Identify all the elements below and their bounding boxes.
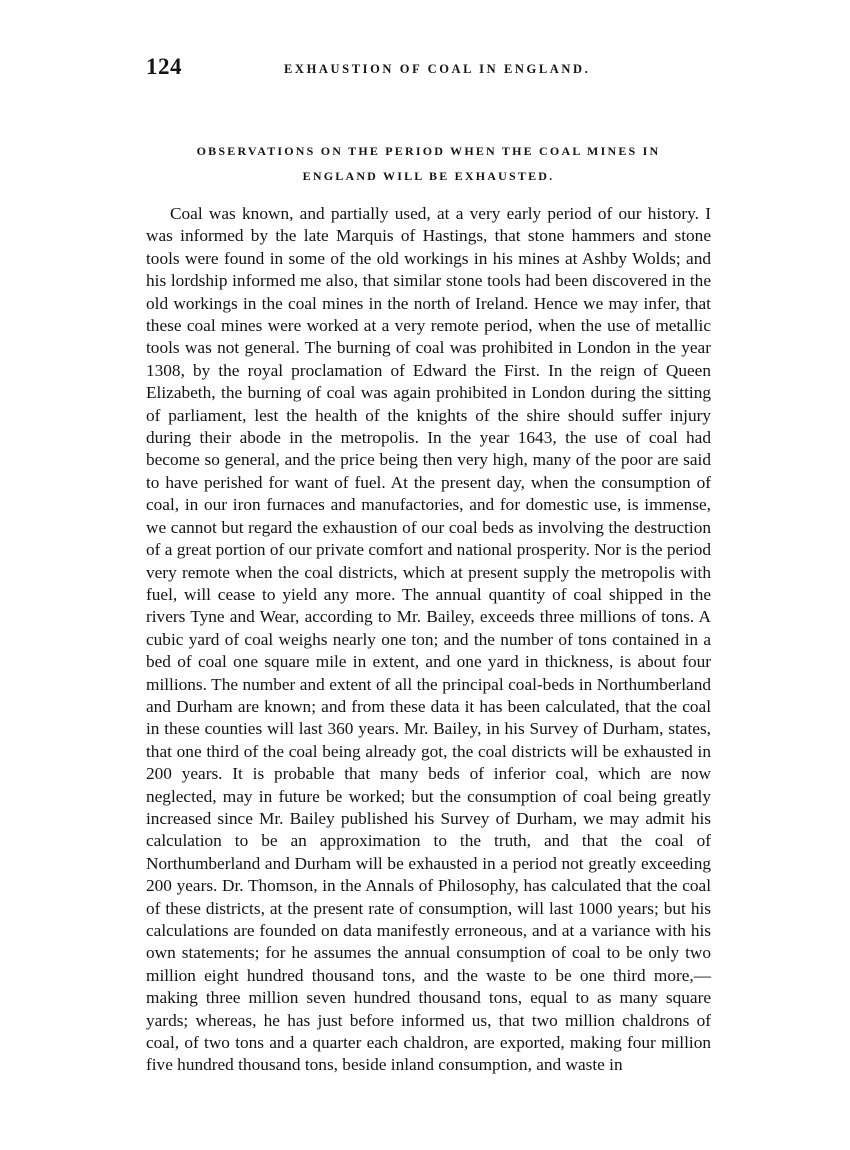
page-number: 124 [146,54,182,79]
heading-line-1: OBSERVATIONS ON THE PERIOD WHEN THE COAL MINES IN [196,144,661,158]
body-paragraph: Coal was known, and partially used, at a very early period of our history. I was informed by the late Marquis of Hastings, that stone hammers and stone tools were found in some of the old workings in his mines at Ashby Wolds; and his lordship informed me also, that similar stone tools had been discovered in the old workings in the coal mines in the north of Ireland. Hence we may infer, that these coal mines were worked at a very remote period, when the use of metallic tools was not general. The burning of coal was prohibited in London in the year 1308, by the royal proclamation of Edward the First. In the reign of Queen Elizabeth, the burning of coal was again prohibited in London during the sitting of parliament, lest the health of the knights of the shire should suffer injury during their abode in the metropolis. In the year 1643, the use of coal had become so general, and the price being then very high, many of the poor are said to have perished for want of fuel. At the present day, when the consumption of coal, in our iron furnaces and manufactories, and for domestic use, is immense, we cannot but regard the exhaustion of our coal beds as involving the destruction of a great portion of our private comfort and national prosperity. Nor is the period very remote when the coal districts, which at present supply the metropolis with fuel, will cease to yield any more. The annual quantity of coal shipped in the rivers Tyne and Wear, according to Mr. Bailey, exceeds three millions of tons. A cubic yard of coal weighs nearly one ton; and the number of tons contained in a bed of coal one square mile in extent, and one yard in thickness, is about four millions. The number and extent of all the principal coal-beds in Northumberland and Durham are known; and from these data it has been calculated, that the coal in these counties will last 360 years. Mr. Bailey, in his Survey of Durham, states, that one third of the coal being already got, the coal districts will be exhausted in 200 years. It is probable that many beds of inferior coal, which are now neglected, may in future be worked; but the consumption of coal being greatly increased since Mr. Bailey published his Survey of Durham, we may admit his calculation to be an approximation to the truth, and that the coal of Northumberland and Durham will be exhausted in a period not greatly exceeding 200 years. Dr. Thomson, in the Annals of Philosophy, has calculated that the coal of these districts, at the present rate of consumption, will last 1000 years; but his calculations are founded on data manifestly erroneous, and at a variance with his own statements; for he assumes the annual consumption of coal to be only two million eight hundred thousand tons, and the waste to be one third more,—making three million seven hundred thousand tons, equal to as many square yards; whereas, he has just before informed us, that two million chaldrons of coal, of two tons and a quarter each chaldron, are exported, making four million five hundred thousand tons, beside inland consumption, and waste in [146,204,711,1075]
article-heading [146,139,711,189]
heading-line-2: ENGLAND WILL BE EXHAUSTED. [302,169,555,183]
running-title: EXHAUSTION OF COAL IN ENGLAND. [284,62,591,76]
running-head [146,54,711,84]
